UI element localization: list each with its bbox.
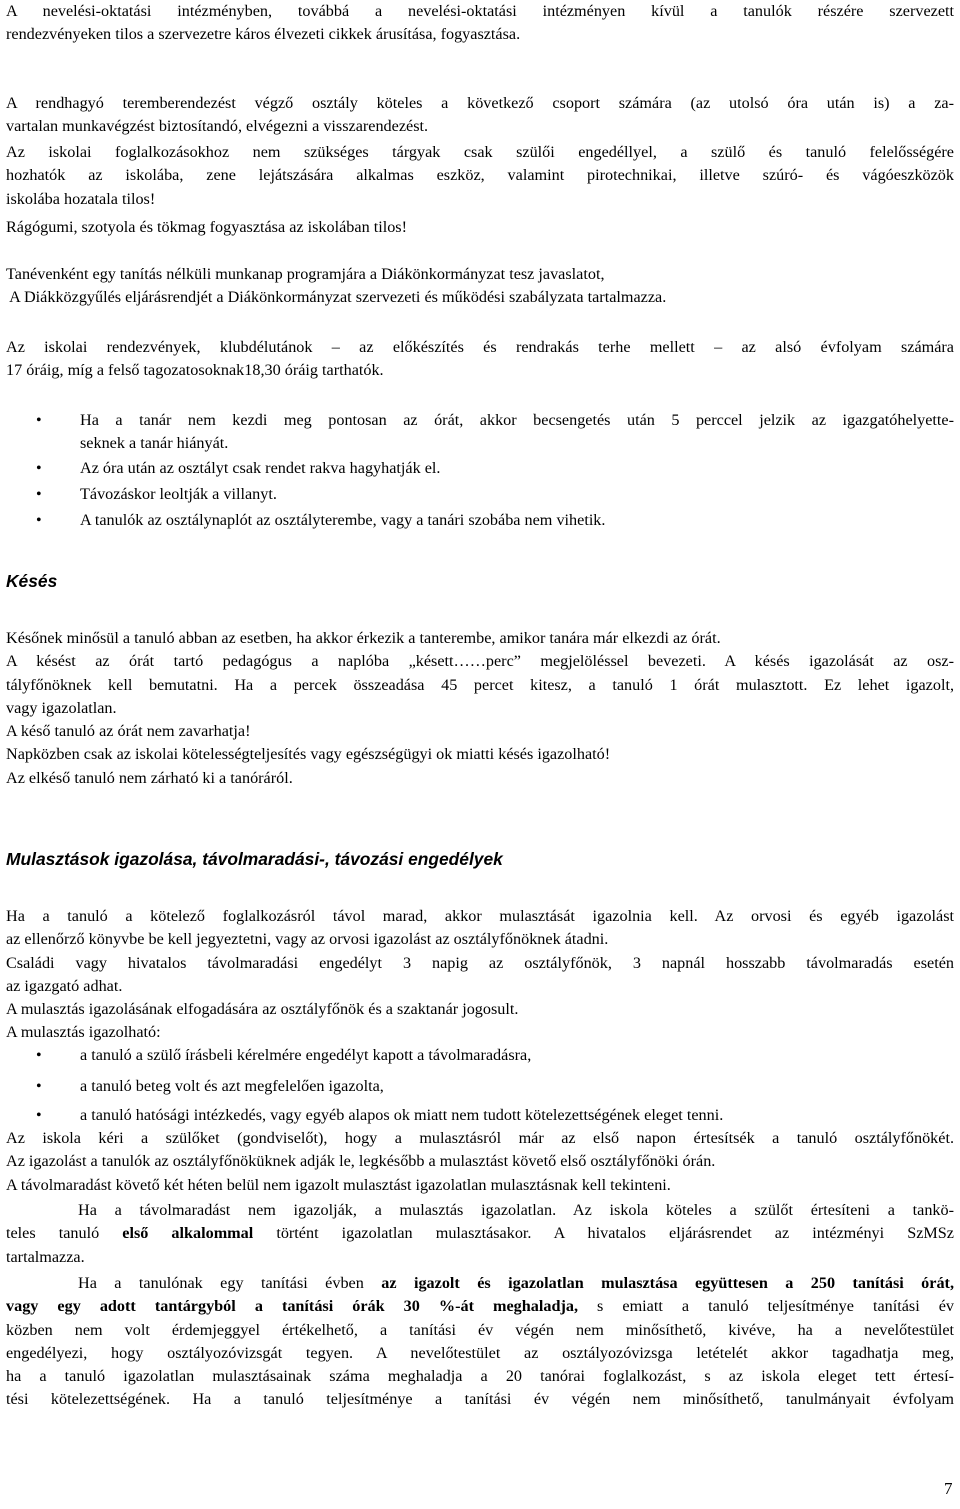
emphasis-text: az igazolt és igazolatlan mulasztása együttesen a 250 tanítási órát, <box>381 1274 954 1292</box>
text-line: Az óra után az osztályt csak rendet rakva hagyhatják el. <box>80 459 441 477</box>
bullet-icon: • <box>36 486 42 503</box>
paragraph-room-rearrangement <box>6 92 954 139</box>
text-line: Ha a tanuló a kötelező foglalkozásról távol marad, akkor mulasztását igazolnia kell. Az orvosi és egyéb igazolást <box>6 907 954 925</box>
bullet-icon: • <box>36 1078 42 1095</box>
text-line: A mulasztás igazolható: <box>6 1023 161 1042</box>
text-line: Ha a tanulónak egy tanítási évben <box>78 1274 382 1292</box>
section-heading-absences: Mulasztások igazolása, távolmaradási-, távozási engedélyek <box>6 849 503 869</box>
text-line: Az iskola kéri a szülőket (gondviselőt), hogy a mulasztásról már az első napon értesítsék a tanuló osztályfőnökét. <box>6 1129 954 1147</box>
text-line: Későnek minősül a tanuló abban az esetben, ha akkor érkezik a tanterembe, amikor tanára már elkezdi az órát. <box>6 629 721 647</box>
text-line: az igazgató adhat. <box>6 976 123 995</box>
text-line: Az iskolai foglalkozásokhoz nem szükséges tárgyak csak szülői engedéllyel, a szülő és tanuló felelősségére <box>6 143 954 161</box>
paragraph-250-hours <box>6 1272 954 1412</box>
text-line: közben nem volt érdemjeggyel értékelhető, a tanítási év végén nem minősíthető, kivéve, ha a nevelőtestület <box>6 1320 954 1339</box>
paragraph-unexcused-first <box>6 1199 954 1269</box>
text-line: A távolmaradást követő két héten belül nem igazolt mulasztást igazolatlan mulasztásnak kell tekinteni. <box>6 1175 671 1194</box>
paragraph-notification <box>6 1127 954 1197</box>
section-heading-late: Késés <box>6 571 58 591</box>
text-line: A rendhagyó teremberendezést végző osztály köteles a következő csoport számára (az utolsó óra után is) a za- <box>6 94 954 112</box>
text-line: A mulasztás igazolásának elfogadására az osztályfőnök és a szaktanár jogosult. <box>6 1000 519 1019</box>
paragraph-workday-program <box>6 263 954 310</box>
text-line: vartalan munkavégzést biztosítandó, elvégezni a visszarendezést. <box>6 117 429 136</box>
text-line: tési kötelezettségének. Ha a tanuló teljesítménye a tanítási év végén nem minősíthető, tanulmányait évfolyam <box>6 1390 954 1409</box>
emphasis-text: vagy egy adott tantárgyból a tanítási órák 30 %-át meghaladja, <box>6 1297 578 1316</box>
text-line: az ellenőrző könyvbe be kell jegyeztetni, vagy az orvosi igazolást az osztályfőnöknek átadni. <box>6 930 609 949</box>
text-line: rendezvényeken tilos a szervezetre káros élvezeti cikkek árusítása, fogyasztása. <box>6 25 521 44</box>
text-line: ha a tanuló igazolatlan mulasztásainak száma meghaladja a 20 tanórai foglalkozást, s az iskola eleget tett értesí- <box>6 1367 954 1386</box>
text-line: a tanuló a szülő írásbeli kérelmére engedélyt kapott a távolmaradásra, <box>80 1046 532 1064</box>
text-line: Az elkéső tanuló nem zárható ki a tanóráról. <box>6 768 293 787</box>
text-line: Tanévenként egy tanítás nélküli munkanap programjára a Diákönkormányzat tesz javaslatot, <box>6 265 605 283</box>
text-line: Az iskolai rendezvények, klubdélutánok – az előkészítés és rendrakás terhe mellett – az alsó évfolyam számára <box>6 338 954 356</box>
text-line: s emiatt a tanuló teljesítménye tanítási év <box>578 1297 955 1316</box>
paragraph-chewing-gum <box>6 216 954 239</box>
text-line: Az igazolást a tanulók az osztályfőnöküknek adják le, legkésőbb a mulasztást követő első osztályfőnöki órán. <box>6 1152 716 1171</box>
text-line: A késő tanuló az órát nem zavarhatja! <box>6 722 251 741</box>
paragraph-lateness <box>6 627 954 790</box>
text-line: A tanulók az osztálynaplót az osztályterembe, vagy a tanári szobába nem vihetik. <box>80 511 606 529</box>
paragraph-events <box>6 336 954 383</box>
text-line: tartalmazza. <box>6 1247 85 1266</box>
text-line: Napközben csak az iskolai kötelességteljesítés vagy egészségügyi ok miatti késés igazolható! <box>6 745 611 764</box>
text-line: A késést az órát tartó pedagógus a naplóba „késett……perc” megjelöléssel bevezeti. A késés igazolását az osz- <box>6 652 954 671</box>
text-line: vagy igazolatlan. <box>6 698 117 717</box>
text-line: Ha a tanár nem kezdi meg pontosan az órát, akkor becsengetés után 5 perccel jelzik az igazgatóhelyette- <box>80 411 954 429</box>
bullet-icon: • <box>36 1107 42 1124</box>
text-line: Távozáskor leoltják a villanyt. <box>80 485 277 503</box>
text-line: történt igazolatlan mulasztásakor. A hivatalos eljárásrendet az intézményi SzMSz <box>253 1224 954 1243</box>
text-line: A Diákközgyűlés eljárásrendjét a Diákönkormányzat szervezeti és működési szabályzata tartalmazza. <box>6 288 667 307</box>
page-number: 7 <box>944 1479 953 1498</box>
bullet-icon: • <box>36 412 42 429</box>
bullet-icon: • <box>36 460 42 477</box>
text-line: tályfőnöknek kell bemutatni. Ha a percek összeadása 45 percet kitesz, a tanuló 1 órát mulasztott. Ez lehet igazolt, <box>6 675 954 694</box>
text-line: engedélyezi, hogy osztályozóvizsgát tegyen. A nevelőtestület az osztályozóvizsga letételét akkor tagadhatja meg, <box>6 1343 954 1362</box>
text-line: Rágógumi, szotyola és tökmag fogyasztása az iskolában tilos! <box>6 218 407 236</box>
text-line: a tanuló hatósági intézkedés, vagy egyéb alapos ok miatt nem tudott kötelezettségének eleget tenni. <box>80 1106 724 1124</box>
text-line: iskolába hozatala tilos! <box>6 189 156 208</box>
text-line: hozhatók az iskolába, zene lejátszására alkalmas eszköz, valamint pirotechnikai, illetve szúró- és vágóeszközök <box>6 166 954 185</box>
text-line: A nevelési-oktatási intézményben, továbbá a nevelési-oktatási intézményen kívül a tanulók részére szervezett <box>6 2 954 20</box>
text-line: Ha a távolmaradást nem igazolják, a mulasztás igazolatlan. Az iskola köteles a szülőt értesíteni a tankö- <box>78 1201 954 1219</box>
paragraph-sales-ban <box>6 0 954 47</box>
text-line: teles tanuló <box>6 1224 123 1243</box>
text-line: 17 óráig, míg a felső tagozatosoknak18,30 óráig tarthatók. <box>6 361 384 380</box>
text-line: seknek a tanár hiányát. <box>80 434 229 453</box>
bullet-icon: • <box>36 1047 42 1064</box>
paragraph-items-policy <box>6 141 954 211</box>
text-line: Családi vagy hivatalos távolmaradási engedélyt 3 napig az osztályfőnök, 3 napnál hosszabb távolmaradás esetén <box>6 953 954 972</box>
text-line: a tanuló beteg volt és azt megfelelően igazolta, <box>80 1077 384 1095</box>
paragraph-absence-rules <box>6 905 954 1045</box>
bullet-icon: • <box>36 512 42 529</box>
emphasis-text: első alkalommal <box>122 1224 254 1243</box>
